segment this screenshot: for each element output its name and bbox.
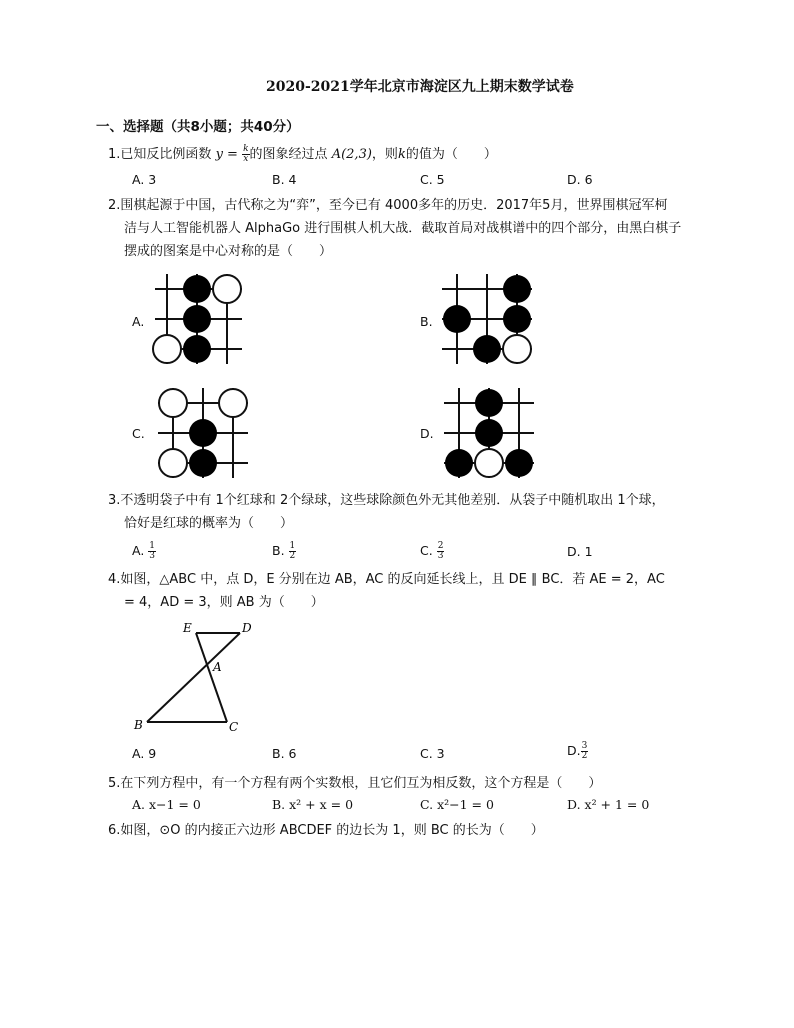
- option-a: A. $\frac{1}{3}$: [132, 541, 156, 561]
- question-4-line-2: = 4，AD = 3，则 AB 为（ ）: [124, 595, 324, 610]
- question-text: 已知反比例函数: [120, 147, 212, 162]
- figure-label-d: D.: [420, 426, 434, 441]
- label-b: B: [134, 718, 143, 732]
- option-d: D. $\frac{3}{2}$: [567, 741, 588, 761]
- option-d: D. 1: [567, 544, 593, 559]
- option-a: A. 3: [132, 172, 157, 187]
- go-figure-d: [442, 386, 536, 480]
- option-b: B. $\frac{1}{2}$: [272, 541, 296, 561]
- question-5: 5.在下列方程中，有一个方程有两个实数根，且它们互为相反数，这个方程是（ ）: [108, 776, 602, 791]
- option-a: A. 9: [132, 746, 157, 761]
- question-3-line-2: 恰好是红球的概率为（ ）: [124, 516, 294, 531]
- label-c: C: [229, 720, 239, 734]
- option-c: C. $\frac{2}{3}$: [420, 541, 444, 561]
- question-text: 的值为（ ）: [405, 147, 497, 162]
- label-d: D: [242, 621, 252, 635]
- question-1: [108, 143, 497, 167]
- option-b: B. x² + x = 0: [272, 797, 354, 812]
- option-d: D. 6: [567, 172, 593, 187]
- variable-k: k: [397, 147, 406, 162]
- go-figure-b: [440, 272, 534, 366]
- triangle-figure: [130, 616, 250, 738]
- question-6: 6.如图，⊙O 的内接正六边形 ABCDEF 的边长为 1，则 BC 的长为（ ）: [108, 823, 544, 838]
- option-b: B. 4: [272, 172, 297, 187]
- option-c: C. 5: [420, 172, 445, 187]
- question-2-line-3: 摆成的图案是中心对称的是（ ）: [124, 244, 333, 259]
- option-c: C. 3: [420, 746, 445, 761]
- go-figure-c: [156, 386, 250, 480]
- label-a: A: [213, 660, 222, 674]
- question-4-line-1: 4.如图，△ABC 中，点 D，E 分别在边 AB，AC 的反向延长线上，且 DE ∥ BC．若 AE = 2，AC: [108, 572, 665, 587]
- option-d: D. x² + 1 = 0: [567, 797, 650, 812]
- option-c: C. x²−1 = 0: [420, 797, 494, 812]
- option-b: B. 6: [272, 746, 297, 761]
- question-2-line-1: 2.围棋起源于中国，古代称之为“弈”，至今已有 4000多年的历史．2017年5月，世界围棋冠军柯: [108, 198, 668, 213]
- figure-label-b: B.: [420, 314, 433, 329]
- page-title: 2020-2021学年北京市海淀区九上期末数学试卷: [266, 79, 574, 95]
- question-text: 的图象经过点: [249, 147, 328, 162]
- option-a: A. x−1 = 0: [132, 797, 201, 812]
- figure-label-c: C.: [132, 426, 145, 441]
- question-3-line-1: 3.不透明袋子中有 1个红球和 2个绿球，这些球除颜色外无其他差别．从袋子中随机取出 1个球，: [108, 493, 665, 508]
- figure-label-a: A.: [132, 314, 145, 329]
- go-figure-a: [150, 272, 244, 366]
- question-number: 1.: [108, 147, 121, 162]
- function-lhs: y =: [215, 147, 238, 162]
- point-label: A(2,3): [331, 147, 372, 162]
- fraction: $\frac{k}{x}$: [243, 144, 249, 164]
- section-header: 一、选择题（共8小题；共40分）: [96, 119, 300, 135]
- label-e: E: [183, 621, 192, 635]
- question-2-line-2: 洁与人工智能机器人 AlphaGo 进行围棋人机大战．截取首局对战棋谱中的四个部分，由黑白棋子: [124, 221, 682, 236]
- question-text: ，则: [371, 147, 398, 162]
